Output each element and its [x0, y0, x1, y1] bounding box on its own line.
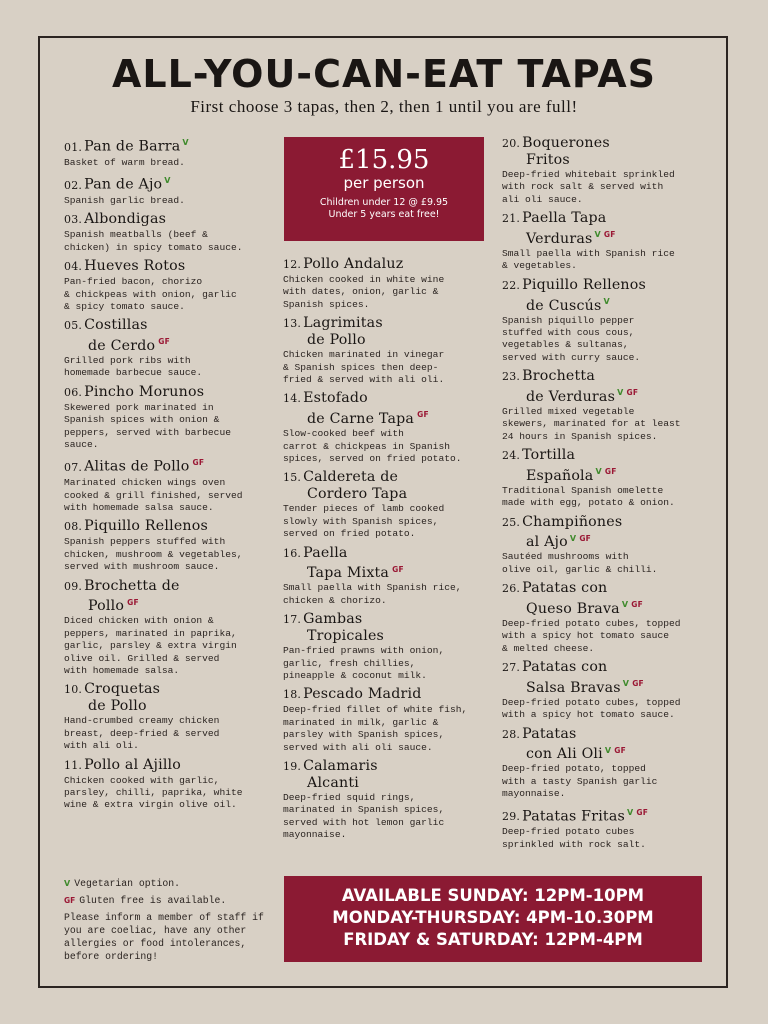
menu-item-name [283, 469, 488, 502]
menu-item-name-line: Costillas [84, 317, 148, 334]
menu-item-description [502, 248, 707, 273]
menu-item [502, 210, 707, 273]
gluten-free-icon: GF [417, 410, 429, 420]
menu-item [64, 578, 269, 678]
menu-item-name [64, 211, 269, 228]
menu-item-description-line: garlic, fresh chillies, [283, 657, 416, 669]
menu-item-name-line: Tropicales [307, 628, 385, 645]
menu-item-description-line: Spanish peppers stuffed with [64, 536, 226, 548]
menu-item-name-line: Pincho Morunos [84, 383, 205, 400]
menu-item-name-line: Tapa Mixta [307, 565, 390, 582]
menu-item-name-line: Cordero Tapa [307, 486, 408, 503]
price-box [284, 137, 484, 241]
menu-column-2 [283, 256, 488, 846]
menu-item [64, 757, 269, 812]
menu-item-name-line: Patatas con [522, 659, 608, 676]
menu-item-number: 08. [64, 520, 83, 534]
vegetarian-icon: V [622, 679, 630, 689]
menu-item-description-line: Deep-fried fillet of white fish, [283, 704, 468, 716]
menu-item [64, 518, 269, 573]
menu-item-number: 06. [64, 385, 83, 399]
menu-item [283, 315, 488, 386]
menu-item-name-line: Tortilla [522, 447, 576, 464]
gluten-free-icon: GF [579, 533, 591, 543]
menu-item-name-line: Pan de Ajo [84, 176, 163, 193]
vegetarian-icon: V [617, 388, 624, 398]
menu-item-description [64, 715, 269, 752]
menu-item-description-line: Tender pieces of lamb cooked [283, 503, 445, 515]
menu-item-description-line: Spanish spices. [283, 298, 370, 310]
menu-item-description-line: with homemade salsa. [64, 665, 180, 677]
menu-item-description-line: Chicken cooked with garlic, [64, 774, 220, 786]
menu-item-name [64, 135, 269, 156]
menu-item-description-line: marinated in milk, garlic & [283, 716, 439, 728]
menu-item-description [64, 775, 269, 812]
menu-item-name-line: Patatas Fritas [522, 808, 625, 825]
menu-item-description-line: served on fried potato. [283, 528, 416, 540]
menu-item-description-line: garlic, parsley & extra virgin [64, 640, 237, 652]
menu-item-description-line: made with egg, potato & onion. [502, 497, 675, 509]
menu-item-name [283, 256, 488, 273]
menu-item-description-line: breast, deep-fried & served [64, 727, 220, 739]
gluten-free-icon: GF [632, 679, 644, 689]
under-five-note: Under 5 years eat free! [328, 209, 440, 220]
menu-item [64, 384, 269, 452]
vegetarian-icon: V [595, 467, 602, 477]
menu-item-number: 15. [283, 471, 302, 485]
menu-item-description-line: with ali oli. [64, 740, 139, 752]
menu-item-description-line: Deep-fried potato cubes, topped [502, 617, 681, 629]
menu-item-description [64, 276, 269, 313]
menu-item-description-line: Traditional Spanish omelette [502, 484, 664, 496]
menu-item-description-line: fried & served with ali oli. [283, 374, 445, 386]
menu-item-name [502, 580, 707, 617]
menu-item-description-line: with rock salt & served with [502, 181, 664, 193]
menu-item-number: 01. [64, 140, 83, 154]
menu-item [283, 758, 488, 842]
menu-item [283, 686, 488, 754]
menu-item [283, 545, 488, 608]
menu-item [283, 390, 488, 465]
menu-item-description-line: Hand-crumbed creamy chicken [64, 715, 220, 727]
menu-item-name-line: Alitas de Pollo [84, 459, 190, 476]
menu-item-number: 07. [64, 461, 83, 475]
menu-item-name-line: Verduras [526, 230, 593, 247]
menu-item [64, 258, 269, 313]
menu-item-description-line: mayonnaise. [502, 788, 566, 800]
gluten-free-icon: GF [392, 564, 404, 574]
menu-item-description [502, 485, 707, 510]
availability-line: FRIDAY & SATURDAY: 12PM-4PM [343, 930, 643, 949]
gluten-free-icon: GF [158, 337, 170, 347]
menu-item-description-line: Spanish spices with onion & [64, 414, 220, 426]
menu-item-description [283, 274, 488, 311]
menu-item-description [283, 503, 488, 540]
menu-item-number: 03. [64, 213, 83, 227]
menu-item-name-line: Gambas [303, 611, 363, 628]
menu-item-description-line: chicken, mushroom & vegetables, [64, 548, 243, 560]
menu-item-description-line: Spanish piquillo pepper [502, 314, 635, 326]
menu-item-description-line: Sautéed mushrooms with [502, 551, 629, 563]
vegetarian-icon: V [621, 600, 629, 610]
vegetarian-icon: V [64, 879, 71, 888]
availability-box [284, 876, 702, 962]
menu-item-description-line: Chicken cooked in white wine [283, 274, 445, 285]
menu-item-description-line: Deep-fried potato cubes [502, 826, 635, 838]
menu-item-description-line: pineapple & coconut milk. [283, 669, 427, 681]
menu-item [502, 135, 707, 206]
menu-item-description-line: & spicy tomato sauce. [64, 300, 185, 312]
menu-item-description-line: spices, served on fried potato. [283, 452, 462, 464]
menu-item-description-line: vegetables & sultanas, [502, 339, 629, 351]
menu-item-description [64, 229, 269, 254]
menu-item-name [502, 368, 707, 405]
menu-item-name-line: con Ali Oli [526, 746, 603, 763]
menu-item-name [283, 390, 488, 427]
menu-item-name-line: Brochetta [522, 368, 595, 385]
menu-item-description-line: Deep-fried potato, topped [502, 763, 646, 775]
menu-item-description [502, 763, 707, 800]
menu-item-name [502, 726, 707, 763]
menu-item-description-line: mayonnaise. [283, 829, 347, 841]
vegetarian-icon: V [182, 138, 189, 147]
menu-item-number: 13. [283, 317, 302, 331]
menu-item-name-line: Albondigas [84, 211, 167, 228]
menu-item-description-line: chicken) in spicy tomato sauce. [64, 241, 243, 253]
menu-item-name-line: Estofado [303, 390, 368, 407]
menu-item-name-line: Española [526, 467, 594, 484]
menu-item [64, 211, 269, 254]
menu-item-number: 18. [283, 688, 302, 702]
menu-item-name-line: Pollo [88, 598, 125, 615]
menu-item-name-line: Champiñones [522, 513, 623, 530]
menu-item-description [64, 402, 269, 452]
menu-item-description-line: olive oil, garlic & chilli. [502, 563, 658, 575]
menu-item-description-line: served with ali oli sauce. [283, 741, 433, 753]
menu-item-description [64, 157, 269, 169]
menu-item-description-line: Grilled mixed vegetable [502, 405, 635, 417]
legend-gluten-free-text: Gluten free is available. [79, 895, 227, 906]
menu-item-number: 25. [502, 515, 521, 529]
menu-item-description-line: stuffed with cous cous, [502, 326, 635, 338]
menu-item-name-line: Pescado Madrid [303, 686, 422, 703]
menu-item-description-line: & melted cheese. [502, 642, 595, 654]
menu-item-name-line: Patatas con [522, 580, 608, 597]
menu-item-description [64, 536, 269, 573]
menu-subtitle: First choose 3 tapas, then 2, then 1 until you are full! [190, 97, 578, 116]
menu-item-description-line: with a tasty Spanish garlic [502, 775, 658, 787]
menu-item-description-line: Spanish meatballs (beef & [64, 229, 208, 241]
vegetarian-icon: V [569, 533, 577, 543]
menu-item-name-line: Paella [303, 544, 348, 561]
menu-item-name-line: Paella Tapa [522, 210, 607, 227]
menu-item-name-line: Pan de Barra [84, 138, 181, 155]
menu-item-number: 29. [502, 810, 521, 824]
menu-item-name-line: al Ajo [526, 534, 568, 551]
menu-item [64, 317, 269, 380]
menu-item-description-line: Pan-fried bacon, chorizo [64, 276, 203, 288]
menu-item-number: 02. [64, 178, 83, 192]
menu-item-name-line: Caldereta de [303, 469, 399, 486]
menu-item-description-line: & vegetables. [502, 260, 577, 272]
menu-item-name [502, 659, 707, 696]
gluten-free-icon: GF [614, 745, 626, 755]
menu-item-name-line: de Verduras [526, 388, 616, 405]
menu-item-number: 20. [502, 137, 521, 150]
menu-item-name [64, 681, 269, 714]
menu-item-name [502, 447, 707, 484]
menu-item-name [283, 758, 488, 791]
price-per-person: per person [343, 174, 425, 192]
menu-item-name [502, 805, 707, 826]
gluten-free-icon: GF [631, 600, 643, 610]
menu-item-description [283, 582, 488, 607]
menu-item-name-line: Salsa Bravas [526, 679, 621, 696]
menu-item-description-line: Diced chicken with onion & [64, 615, 214, 627]
menu-item-number: 11. [64, 758, 83, 772]
menu-item-number: 05. [64, 319, 83, 333]
menu-item-name-line: Piquillo Rellenos [522, 276, 646, 293]
menu-item-name-line: Calamaris [303, 758, 378, 774]
menu-item-number: 26. [502, 582, 521, 596]
menu-item-description-line: Small paella with Spanish rice [502, 247, 675, 259]
menu-item-description-line: slowly with Spanish spices, [283, 515, 439, 527]
menu-item-description-line: served with curry sauce. [502, 351, 641, 363]
menu-item [283, 611, 488, 682]
menu-item-description-line: Skewered pork marinated in [64, 401, 214, 413]
menu-item-name-line: de Cuscús [526, 297, 602, 314]
menu-item-description-line: parsley with Spanish spices, [283, 729, 445, 741]
menu-item-description-line: with homemade salsa sauce. [64, 502, 214, 514]
menu-item-description-line: Spanish garlic bread. [64, 194, 185, 206]
menu-item-number: 22. [502, 278, 521, 292]
children-price: Children under 12 @ £9.95 [319, 197, 449, 208]
menu-item-description [502, 551, 707, 576]
menu-item [502, 580, 707, 655]
menu-item-number: 14. [283, 392, 302, 406]
menu-item [502, 447, 707, 510]
vegetarian-icon: V [594, 230, 601, 240]
menu-item-name [64, 384, 269, 401]
menu-item-description-line: ali oli sauce. [502, 193, 583, 205]
menu-item [502, 368, 707, 443]
menu-item [502, 805, 707, 852]
menu-item-number: 09. [64, 579, 83, 593]
menu-item [64, 135, 269, 169]
gluten-free-icon: GF [626, 388, 639, 398]
price-amount: £15.95 [338, 145, 430, 175]
menu-item-description-line: Marinated chicken wings oven [64, 477, 226, 489]
legend [64, 877, 264, 967]
menu-item-name [283, 545, 488, 582]
menu-item-description-line: sprinkled with rock salt. [502, 838, 646, 850]
menu-item-description [502, 315, 707, 365]
gluten-free-icon: GF [636, 807, 649, 817]
legend-gluten-free [64, 894, 264, 907]
menu-item-number: 27. [502, 661, 521, 675]
menu-item-name-line: de Pollo [307, 332, 366, 349]
menu-item-description-line: & Spanish spices then deep- [283, 361, 439, 373]
vegetarian-icon: V [604, 745, 612, 755]
menu-column-3 [502, 135, 707, 855]
menu-item-name [283, 611, 488, 644]
menu-item-name [64, 258, 269, 275]
gluten-free-icon: GF [604, 467, 617, 477]
menu-item-name [502, 514, 707, 551]
menu-item-name [64, 317, 269, 354]
menu-item-description-line: homemade barbecue sauce. [64, 367, 203, 379]
menu-item [283, 469, 488, 540]
menu-item-name [502, 277, 707, 314]
menu-item-description-line: 24 hours in Spanish spices. [502, 430, 658, 442]
menu-item-name-line: Patatas [522, 725, 577, 742]
menu-item [64, 173, 269, 207]
menu-item-name [64, 578, 269, 615]
menu-item-description-line: with dates, onion, garlic & [283, 286, 439, 298]
menu-item-description [502, 826, 707, 851]
menu-item-name-line: Croquetas [84, 681, 161, 698]
menu-item-description-line: skewers, marinated for at least [502, 418, 681, 430]
menu-item [502, 659, 707, 722]
menu-item-description-line: Small paella with Spanish rice, [283, 582, 462, 594]
menu-item-name [64, 757, 269, 774]
menu-item-name [64, 173, 269, 194]
menu-item-name [283, 686, 488, 703]
allergy-note: Please inform a member of staff if you are coeliac, have any other allergies or food intolerances, before ordering! [64, 912, 264, 962]
menu-item-name-line: Fritos [526, 152, 570, 168]
menu-item-description [502, 618, 707, 655]
vegetarian-icon: V [626, 807, 634, 817]
menu-item-name-line: Alcanti [307, 775, 359, 791]
menu-item-number: 12. [283, 258, 302, 271]
menu-item-description-line: Deep-fried squid rings, [283, 792, 416, 803]
menu-item-description-line: carrot & chickpeas in Spanish [283, 440, 450, 452]
menu-item-name-line: de Cerdo [88, 338, 156, 355]
menu-item-description [64, 615, 269, 677]
menu-item-name [283, 315, 488, 348]
menu-item-description-line: Slow-cooked beef with [283, 428, 404, 440]
menu-item-description-line: wine & extra virgin olive oil. [64, 799, 237, 811]
availability-line: AVAILABLE SUNDAY: 12PM-10PM [341, 886, 645, 905]
menu-item-name-line: Lagrimitas [303, 315, 383, 332]
menu-item-number: 19. [283, 760, 302, 773]
menu-item-description-line: served with hot lemon garlic [283, 816, 445, 828]
menu-item-number: 16. [283, 546, 302, 560]
menu-item-description-line: marinated in Spanish spices, [283, 804, 445, 816]
menu-item-description-line: olive oil. Grilled & served [64, 652, 220, 664]
menu-item-description [64, 477, 269, 514]
availability-line: MONDAY-THURSDAY: 4PM-10.30PM [332, 908, 654, 927]
menu-item-name [64, 455, 269, 476]
menu-item-description [283, 428, 488, 465]
menu-item-description-line: with a spicy hot tomato sauce. [502, 709, 675, 721]
gluten-free-icon: GF [127, 597, 139, 607]
menu-item-description [283, 704, 488, 754]
menu-item-description-line: Deep-fried whitebait sprinkled [502, 169, 675, 180]
gluten-free-icon: GF [192, 458, 205, 468]
menu-item-description-line: parsley, chilli, paprika, white [64, 787, 243, 799]
menu-item-description [283, 645, 488, 682]
menu-item-description-line: & chickpeas with onion, garlic [64, 288, 237, 300]
menu-item [502, 726, 707, 801]
menu-item-number: 21. [502, 212, 521, 226]
menu-item [502, 514, 707, 577]
gluten-free-icon: GF [64, 896, 76, 905]
menu-column-1 [64, 135, 269, 816]
menu-item [64, 681, 269, 752]
menu-item-number: 28. [502, 727, 521, 741]
menu-item-description-line: peppers, served with barbecue [64, 426, 231, 438]
menu-item [283, 256, 488, 311]
menu-item-description-line: served with mushroom sauce. [64, 561, 220, 573]
menu-item-name-line: Piquillo Rellenos [84, 518, 208, 535]
menu-item-name-line: de Carne Tapa [307, 411, 415, 428]
menu-item-name-line: Brochetta de [84, 577, 180, 594]
menu-item-description [502, 406, 707, 443]
menu-item-description-line: Chicken marinated in vinegar [283, 349, 445, 361]
menu-item-description-line: Pan-fried prawns with onion, [283, 645, 445, 657]
menu-item-number: 23. [502, 370, 521, 384]
menu-item-description-line: with a spicy hot tomato sauce [502, 630, 669, 642]
menu-item-name-line: Queso Brava [526, 600, 620, 617]
legend-vegetarian [64, 877, 264, 890]
menu-item-description-line: chicken & chorizo. [283, 594, 387, 606]
menu-item-description [502, 697, 707, 722]
menu-item-description-line: Grilled pork ribs with [64, 355, 191, 367]
vegetarian-icon: V [603, 296, 610, 306]
vegetarian-icon: V [164, 176, 171, 186]
menu-item-description-line: peppers, marinated in paprika, [64, 627, 237, 639]
menu-item-number: 17. [283, 613, 302, 627]
menu-item-name-line: Boquerones [522, 135, 610, 151]
menu-item-name [64, 518, 269, 535]
menu-item-name-line: de Pollo [88, 698, 147, 715]
menu-item-name-line: Hueves Rotos [84, 258, 186, 275]
menu-item-description [283, 792, 488, 842]
menu-item [502, 277, 707, 364]
menu-item-description-line: sauce. [64, 439, 99, 451]
menu-item-description-line: Basket of warm bread. [64, 156, 185, 168]
menu-item [64, 455, 269, 514]
menu-item-name-line: Pollo Andaluz [303, 256, 404, 272]
menu-item-description-line: Deep-fried potato cubes, topped [502, 696, 681, 708]
menu-item-name [502, 210, 707, 247]
legend-vegetarian-text: Vegetarian option. [74, 878, 181, 889]
menu-item-description [502, 169, 707, 206]
menu-item-name [502, 135, 707, 168]
menu-item-description-line: cooked & grill finished, served [64, 489, 243, 501]
menu-item-description [64, 195, 269, 207]
menu-title: ALL-YOU-CAN-EAT TAPAS [111, 52, 657, 96]
menu-item-number: 24. [502, 449, 521, 463]
gluten-free-icon: GF [603, 230, 616, 240]
menu-item-description [64, 355, 269, 380]
menu-item-number: 04. [64, 260, 83, 274]
menu-item-number: 10. [64, 683, 83, 697]
menu-item-name-line: Pollo al Ajillo [84, 756, 182, 773]
menu-item-description [283, 349, 488, 386]
